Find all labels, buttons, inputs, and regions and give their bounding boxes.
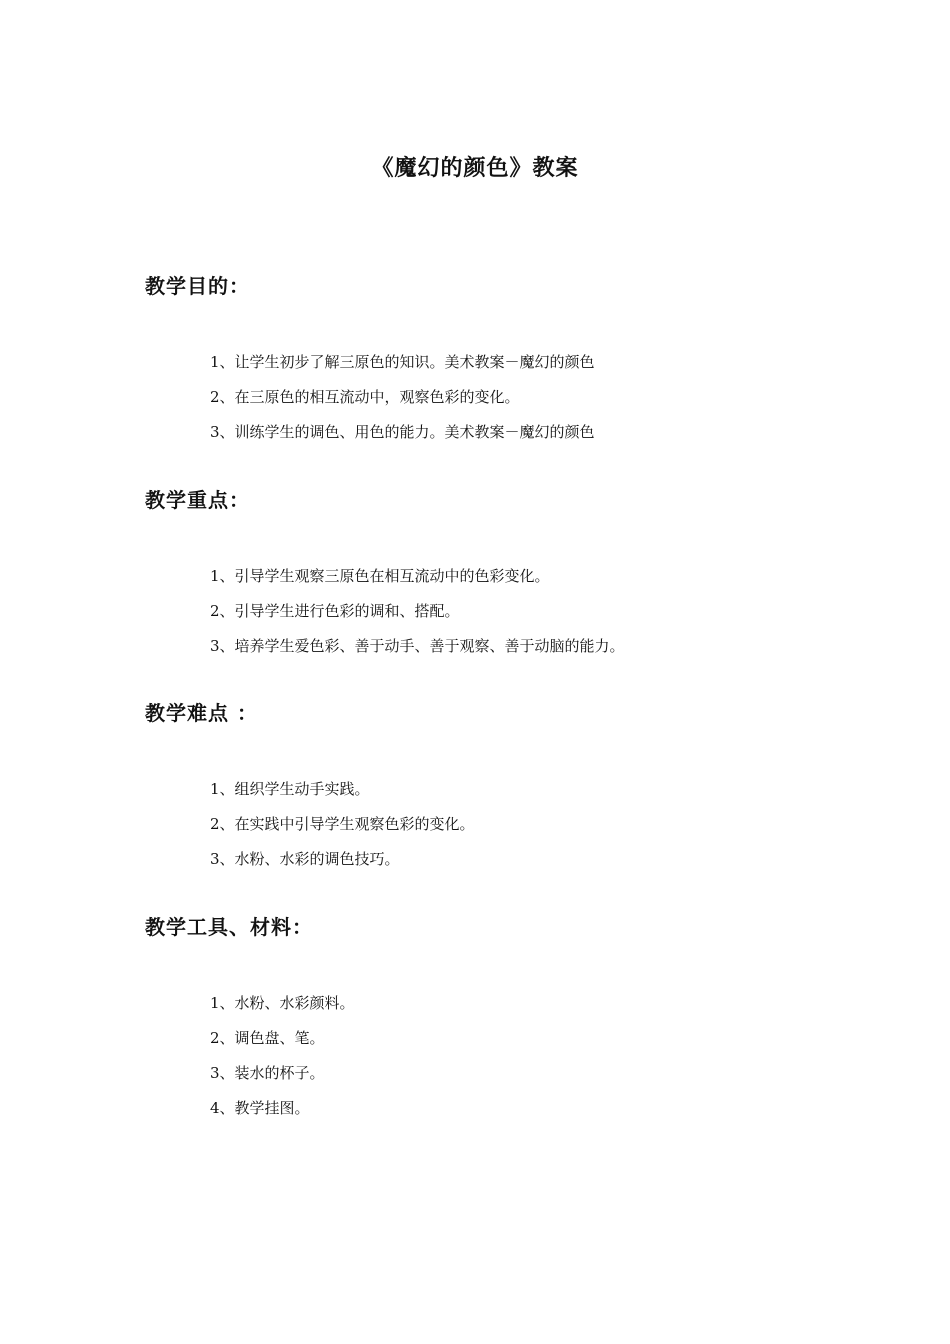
list-item: 3、水粉、水彩的调色技巧。 <box>210 850 400 868</box>
list-item: 1、引导学生观察三原色在相互流动中的色彩变化。 <box>210 567 550 585</box>
page-title: 《魔幻的颜色》教案 <box>371 156 579 181</box>
list-item: 1、水粉、水彩颜料。 <box>210 994 355 1012</box>
materials-list <box>210 986 355 1126</box>
section-heading-materials: 教学工具、材料： <box>145 915 313 939</box>
list-item: 4、教学挂图。 <box>210 1099 310 1117</box>
list-item: 3、培养学生爱色彩、善于动手、善于观察、善于动脑的能力。 <box>210 637 625 655</box>
list-item: 1、组织学生动手实践。 <box>210 780 370 798</box>
list-item: 1、让学生初步了解三原色的知识。美术教案－魔幻的颜色 <box>210 353 595 371</box>
section-heading-objectives: 教学目的： <box>145 274 250 298</box>
list-item: 2、在实践中引导学生观察色彩的变化。 <box>210 815 475 833</box>
list-item: 3、训练学生的调色、用色的能力。美术教案－魔幻的颜色 <box>210 423 595 441</box>
list-item: 2、引导学生进行色彩的调和、搭配。 <box>210 602 460 620</box>
section-heading-difficulties: 教学难点 ： <box>145 701 258 725</box>
difficulties-list <box>210 772 475 877</box>
section-heading-key-points: 教学重点： <box>145 488 250 512</box>
key-points-list <box>210 559 625 664</box>
objectives-list <box>210 345 595 450</box>
list-item: 2、在三原色的相互流动中，观察色彩的变化。 <box>210 388 520 406</box>
list-item: 2、调色盘、笔。 <box>210 1029 325 1047</box>
list-item: 3、装水的杯子。 <box>210 1064 325 1082</box>
